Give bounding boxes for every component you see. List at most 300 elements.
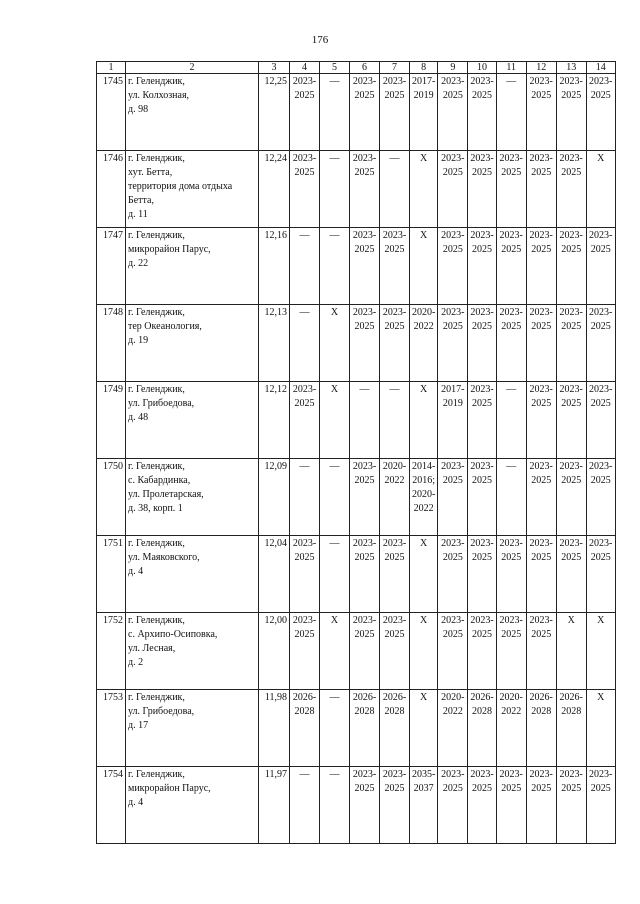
cell-line: 2025 bbox=[590, 475, 611, 486]
cell-line: д. 19 bbox=[128, 335, 149, 346]
cell-line: 2023- bbox=[292, 76, 317, 87]
period-cell bbox=[350, 613, 380, 690]
period-cell bbox=[496, 228, 526, 305]
period-cell bbox=[526, 382, 556, 459]
cell-line: 2026- bbox=[470, 692, 494, 703]
cell-line: Х bbox=[420, 615, 428, 626]
cell-line: 2025 bbox=[590, 90, 611, 101]
cell-line: 2025 bbox=[472, 552, 493, 563]
cell-line: д. 38, корп. 1 bbox=[128, 503, 183, 514]
cell-line: 2025 bbox=[384, 552, 405, 563]
period-cell bbox=[320, 536, 350, 613]
period-cell bbox=[496, 74, 526, 151]
table-row bbox=[97, 459, 616, 536]
cell-line: 2019 bbox=[413, 90, 434, 101]
cell-line: 2023- bbox=[559, 153, 583, 164]
address-cell bbox=[126, 305, 259, 382]
cell-line: 2035- bbox=[412, 769, 436, 780]
address-cell bbox=[126, 228, 259, 305]
cell-line: Х bbox=[420, 538, 428, 549]
cell-line: 2028 bbox=[561, 706, 582, 717]
cell-line: д. 2 bbox=[128, 657, 144, 668]
period-cell bbox=[556, 74, 586, 151]
area-value: 12,09 bbox=[259, 459, 290, 536]
cell-line: — bbox=[329, 153, 340, 164]
cell-line: 2025 bbox=[354, 167, 375, 178]
cell-line: 2023- bbox=[470, 615, 494, 626]
cell-line: 2023- bbox=[470, 769, 494, 780]
cell-line: 2023- bbox=[382, 615, 407, 626]
address-cell bbox=[126, 536, 259, 613]
cell-line: 2023- bbox=[470, 538, 494, 549]
cell-line: 2023- bbox=[589, 769, 613, 780]
period-cell bbox=[290, 74, 320, 151]
cell-line: — bbox=[299, 307, 310, 318]
period-cell bbox=[350, 690, 380, 767]
cell-line: 2023- bbox=[529, 230, 553, 241]
cell-line: 2014- bbox=[412, 461, 436, 472]
column-number: 3 bbox=[259, 62, 290, 74]
cell-line: 2025 bbox=[442, 629, 463, 640]
period-cell bbox=[290, 690, 320, 767]
period-cell bbox=[438, 690, 468, 767]
cell-line: 2016; bbox=[412, 475, 436, 486]
period-cell bbox=[380, 305, 410, 382]
period-cell bbox=[496, 767, 526, 844]
cell-line: г. Геленджик, bbox=[128, 153, 185, 164]
period-cell bbox=[380, 690, 410, 767]
table-row bbox=[97, 305, 616, 382]
cell-line: 2023- bbox=[589, 230, 613, 241]
cell-line: 2026- bbox=[292, 692, 317, 703]
period-cell bbox=[438, 459, 468, 536]
cell-line: 2023- bbox=[559, 461, 583, 472]
address-cell bbox=[126, 382, 259, 459]
period-cell bbox=[496, 151, 526, 228]
period-cell bbox=[320, 613, 350, 690]
period-cell bbox=[380, 74, 410, 151]
period-cell bbox=[586, 690, 615, 767]
cell-line: г. Геленджик, bbox=[128, 384, 185, 395]
cell-line: 2023- bbox=[441, 538, 465, 549]
row-number: 1751 bbox=[97, 536, 126, 613]
cell-line: 2022 bbox=[413, 503, 434, 514]
cell-line: 2023- bbox=[441, 230, 465, 241]
cell-line: 2023- bbox=[529, 538, 553, 549]
area-value: 12,16 bbox=[259, 228, 290, 305]
cell-line: г. Геленджик, bbox=[128, 692, 185, 703]
cell-line: 2023- bbox=[589, 461, 613, 472]
cell-line: 2023- bbox=[352, 76, 377, 87]
cell-line: 2025 bbox=[561, 167, 582, 178]
cell-line: тер Океанология, bbox=[128, 321, 202, 332]
cell-line: — bbox=[506, 384, 517, 395]
cell-line: 2025 bbox=[384, 783, 405, 794]
period-cell bbox=[410, 382, 438, 459]
period-cell bbox=[586, 536, 615, 613]
period-cell bbox=[556, 767, 586, 844]
cell-line: 2023- bbox=[292, 615, 317, 626]
cell-line: д. 22 bbox=[128, 258, 149, 269]
cell-line: — bbox=[389, 153, 400, 164]
cell-line: 2023- bbox=[559, 384, 583, 395]
period-cell bbox=[586, 613, 615, 690]
period-cell bbox=[586, 305, 615, 382]
cell-line: Х bbox=[330, 384, 339, 395]
address-cell bbox=[126, 767, 259, 844]
cell-line: 2023- bbox=[470, 461, 494, 472]
cell-line: 2028 bbox=[472, 706, 493, 717]
period-cell bbox=[290, 228, 320, 305]
period-cell bbox=[350, 74, 380, 151]
cell-line: 2025 bbox=[561, 321, 582, 332]
period-cell bbox=[438, 74, 468, 151]
cell-line: 2023- bbox=[499, 230, 523, 241]
cell-line: 2025 bbox=[442, 90, 463, 101]
cell-line: 2020- bbox=[412, 489, 436, 500]
row-number: 1754 bbox=[97, 767, 126, 844]
row-number: 1745 bbox=[97, 74, 126, 151]
cell-line: 2025 bbox=[561, 475, 582, 486]
period-cell bbox=[496, 536, 526, 613]
period-cell bbox=[320, 305, 350, 382]
cell-line: д. 4 bbox=[128, 566, 144, 577]
row-number: 1752 bbox=[97, 613, 126, 690]
period-cell bbox=[468, 74, 496, 151]
period-cell bbox=[290, 536, 320, 613]
column-number: 12 bbox=[526, 62, 556, 74]
cell-line: г. Геленджик, bbox=[128, 230, 185, 241]
cell-line: 2023- bbox=[470, 76, 494, 87]
cell-line: 2023- bbox=[470, 384, 494, 395]
cell-line: 2023- bbox=[559, 230, 583, 241]
cell-line: 2023- bbox=[352, 461, 377, 472]
table-row bbox=[97, 536, 616, 613]
period-cell bbox=[556, 613, 586, 690]
period-cell bbox=[410, 690, 438, 767]
cell-line: 2023- bbox=[352, 538, 377, 549]
period-cell bbox=[438, 613, 468, 690]
period-cell bbox=[468, 767, 496, 844]
cell-line: д. 98 bbox=[128, 104, 149, 115]
period-cell bbox=[290, 305, 320, 382]
cell-line: Х bbox=[420, 692, 428, 703]
period-cell bbox=[320, 151, 350, 228]
cell-line: с. Архипо-Осиповка, bbox=[128, 629, 218, 640]
cell-line: 2020- bbox=[441, 692, 465, 703]
period-cell bbox=[496, 305, 526, 382]
cell-line: 2025 bbox=[561, 90, 582, 101]
period-cell bbox=[526, 459, 556, 536]
cell-line: 2023- bbox=[499, 538, 523, 549]
cell-line: Бетта, bbox=[128, 195, 154, 206]
period-cell bbox=[496, 382, 526, 459]
area-value: 11,97 bbox=[259, 767, 290, 844]
cell-line: 2025 bbox=[384, 244, 405, 255]
period-cell bbox=[320, 228, 350, 305]
cell-line: 2023- bbox=[352, 615, 377, 626]
period-cell bbox=[556, 690, 586, 767]
period-cell bbox=[586, 382, 615, 459]
cell-line: г. Геленджик, bbox=[128, 769, 185, 780]
cell-line: 2025 bbox=[354, 321, 375, 332]
row-number: 1748 bbox=[97, 305, 126, 382]
period-cell bbox=[468, 536, 496, 613]
cell-line: 2023- bbox=[441, 615, 465, 626]
period-cell bbox=[410, 151, 438, 228]
cell-line: Х bbox=[567, 615, 575, 626]
cell-line: ул. Грибоедова, bbox=[128, 398, 195, 409]
cell-line: 2025 bbox=[472, 167, 493, 178]
cell-line: 2023- bbox=[352, 153, 377, 164]
cell-line: 2025 bbox=[472, 90, 493, 101]
cell-line: 2025 bbox=[294, 167, 315, 178]
cell-line: 2023- bbox=[589, 384, 613, 395]
cell-line: 2025 bbox=[561, 552, 582, 563]
cell-line: 2020- bbox=[382, 461, 407, 472]
cell-line: — bbox=[299, 230, 310, 241]
row-number: 1753 bbox=[97, 690, 126, 767]
period-cell bbox=[526, 151, 556, 228]
row-number: 1749 bbox=[97, 382, 126, 459]
cell-line: 2023- bbox=[470, 153, 494, 164]
cell-line: 2025 bbox=[590, 552, 611, 563]
area-value: 12,13 bbox=[259, 305, 290, 382]
period-cell bbox=[556, 459, 586, 536]
cell-line: 2023- bbox=[529, 307, 553, 318]
cell-line: 2023- bbox=[589, 307, 613, 318]
address-cell bbox=[126, 74, 259, 151]
area-value: 12,25 bbox=[259, 74, 290, 151]
cell-line: 2025 bbox=[590, 783, 611, 794]
area-value: 11,98 bbox=[259, 690, 290, 767]
cell-line: 2023- bbox=[559, 76, 583, 87]
column-number: 1 bbox=[97, 62, 126, 74]
cell-line: — bbox=[329, 769, 340, 780]
period-cell bbox=[380, 767, 410, 844]
column-number: 2 bbox=[126, 62, 259, 74]
cell-line: д. 17 bbox=[128, 720, 149, 731]
column-number: 11 bbox=[496, 62, 526, 74]
cell-line: ул. Колхозная, bbox=[128, 90, 190, 101]
cell-line: 2023- bbox=[292, 153, 317, 164]
cell-line: Х bbox=[330, 615, 339, 626]
cell-line: 2022 bbox=[501, 706, 522, 717]
cell-line: 2025 bbox=[561, 398, 582, 409]
cell-line: 2023- bbox=[529, 384, 553, 395]
cell-line: 2023- bbox=[352, 307, 377, 318]
cell-line: г. Геленджик, bbox=[128, 615, 185, 626]
cell-line: ул. Лесная, bbox=[128, 643, 176, 654]
cell-line: 2026- bbox=[352, 692, 377, 703]
period-cell bbox=[410, 74, 438, 151]
column-number: 14 bbox=[586, 62, 615, 74]
cell-line: 2026- bbox=[382, 692, 407, 703]
table-row bbox=[97, 74, 616, 151]
period-cell bbox=[438, 305, 468, 382]
cell-line: территория дома отдыха bbox=[128, 181, 233, 192]
period-cell bbox=[586, 767, 615, 844]
cell-line: г. Геленджик, bbox=[128, 307, 185, 318]
cell-line: — bbox=[299, 461, 310, 472]
cell-line: микрорайон Парус, bbox=[128, 244, 211, 255]
register-table bbox=[96, 61, 616, 844]
cell-line: 2028 bbox=[384, 706, 405, 717]
cell-line: 2023- bbox=[499, 769, 523, 780]
cell-line: 2025 bbox=[354, 552, 375, 563]
period-cell bbox=[380, 613, 410, 690]
period-cell bbox=[320, 690, 350, 767]
cell-line: 2023- bbox=[382, 230, 407, 241]
period-cell bbox=[290, 382, 320, 459]
period-cell bbox=[410, 536, 438, 613]
period-cell bbox=[526, 536, 556, 613]
period-cell bbox=[556, 151, 586, 228]
period-cell bbox=[380, 536, 410, 613]
cell-line: Х bbox=[420, 384, 428, 395]
period-cell bbox=[380, 459, 410, 536]
column-number: 5 bbox=[320, 62, 350, 74]
period-cell bbox=[526, 613, 556, 690]
row-number: 1750 bbox=[97, 459, 126, 536]
cell-line: 2023- bbox=[441, 76, 465, 87]
cell-line: 2023- bbox=[441, 307, 465, 318]
period-cell bbox=[468, 459, 496, 536]
cell-line: 2025 bbox=[442, 783, 463, 794]
period-cell bbox=[380, 382, 410, 459]
cell-line: 2023- bbox=[529, 615, 553, 626]
cell-line: 2025 bbox=[354, 783, 375, 794]
cell-line: 2023- bbox=[441, 769, 465, 780]
address-cell bbox=[126, 459, 259, 536]
cell-line: 2017- bbox=[412, 76, 436, 87]
cell-line: микрорайон Парус, bbox=[128, 783, 211, 794]
cell-line: 2017- bbox=[441, 384, 465, 395]
period-cell bbox=[496, 613, 526, 690]
cell-line: 2025 bbox=[531, 552, 552, 563]
period-cell bbox=[290, 767, 320, 844]
period-cell bbox=[350, 536, 380, 613]
cell-line: — bbox=[506, 461, 517, 472]
period-cell bbox=[350, 382, 380, 459]
cell-line: 2037 bbox=[413, 783, 434, 794]
cell-line: 2025 bbox=[531, 90, 552, 101]
cell-line: 2025 bbox=[472, 783, 493, 794]
column-number: 6 bbox=[350, 62, 380, 74]
period-cell bbox=[468, 151, 496, 228]
cell-line: с. Кабардинка, bbox=[128, 475, 191, 486]
table-row bbox=[97, 228, 616, 305]
cell-line: 2023- bbox=[499, 307, 523, 318]
period-cell bbox=[586, 74, 615, 151]
period-cell bbox=[350, 305, 380, 382]
period-cell bbox=[410, 767, 438, 844]
column-number: 7 bbox=[380, 62, 410, 74]
cell-line: 2023- bbox=[441, 153, 465, 164]
cell-line: 2025 bbox=[531, 398, 552, 409]
period-cell bbox=[438, 536, 468, 613]
cell-line: — bbox=[506, 76, 517, 87]
cell-line: 2025 bbox=[354, 629, 375, 640]
cell-line: 2025 bbox=[354, 90, 375, 101]
period-cell bbox=[526, 305, 556, 382]
period-cell bbox=[468, 228, 496, 305]
cell-line: 2022 bbox=[442, 706, 463, 717]
period-cell bbox=[290, 151, 320, 228]
period-cell bbox=[586, 228, 615, 305]
cell-line: — bbox=[359, 384, 370, 395]
period-cell bbox=[350, 151, 380, 228]
cell-line: 2025 bbox=[442, 475, 463, 486]
table-row bbox=[97, 690, 616, 767]
cell-line: 2025 bbox=[531, 244, 552, 255]
cell-line: 2023- bbox=[352, 230, 377, 241]
page-number: 176 bbox=[311, 34, 329, 46]
cell-line: 2023- bbox=[292, 538, 317, 549]
column-number: 13 bbox=[556, 62, 586, 74]
cell-line: 2025 bbox=[561, 244, 582, 255]
cell-line: ул. Пролетарская, bbox=[128, 489, 204, 500]
cell-line: 2025 bbox=[590, 398, 611, 409]
period-cell bbox=[350, 228, 380, 305]
cell-line: 2025 bbox=[354, 475, 375, 486]
cell-line: 2022 bbox=[413, 321, 434, 332]
period-cell bbox=[350, 459, 380, 536]
period-cell bbox=[320, 74, 350, 151]
cell-line: — bbox=[299, 769, 310, 780]
cell-line: 2020- bbox=[412, 307, 436, 318]
period-cell bbox=[586, 459, 615, 536]
area-value: 12,04 bbox=[259, 536, 290, 613]
period-cell bbox=[438, 228, 468, 305]
cell-line: 2025 bbox=[472, 321, 493, 332]
cell-line: — bbox=[329, 461, 340, 472]
cell-line: 2028 bbox=[354, 706, 375, 717]
table-row bbox=[97, 151, 616, 228]
period-cell bbox=[468, 382, 496, 459]
cell-line: д. 48 bbox=[128, 412, 149, 423]
period-cell bbox=[468, 690, 496, 767]
table-row bbox=[97, 382, 616, 459]
cell-line: 2025 bbox=[590, 321, 611, 332]
cell-line: 2023- bbox=[499, 153, 523, 164]
cell-line: 2025 bbox=[384, 629, 405, 640]
period-cell bbox=[290, 459, 320, 536]
period-cell bbox=[526, 74, 556, 151]
cell-line: 2025 bbox=[294, 629, 315, 640]
period-cell bbox=[468, 613, 496, 690]
cell-line: 2023- bbox=[292, 384, 317, 395]
cell-line: Х bbox=[597, 615, 605, 626]
cell-line: — bbox=[329, 230, 340, 241]
cell-line: 2025 bbox=[442, 552, 463, 563]
period-cell bbox=[586, 151, 615, 228]
cell-line: 2028 bbox=[531, 706, 552, 717]
period-cell bbox=[556, 305, 586, 382]
period-cell bbox=[496, 690, 526, 767]
row-number: 1746 bbox=[97, 151, 126, 228]
address-cell bbox=[126, 151, 259, 228]
table-row bbox=[97, 613, 616, 690]
cell-line: 2025 bbox=[472, 398, 493, 409]
period-cell bbox=[410, 459, 438, 536]
cell-line: 2025 bbox=[294, 90, 315, 101]
cell-line: 2023- bbox=[529, 769, 553, 780]
column-number: 10 bbox=[468, 62, 496, 74]
row-number: 1747 bbox=[97, 228, 126, 305]
cell-line: 2025 bbox=[531, 629, 552, 640]
area-value: 12,00 bbox=[259, 613, 290, 690]
